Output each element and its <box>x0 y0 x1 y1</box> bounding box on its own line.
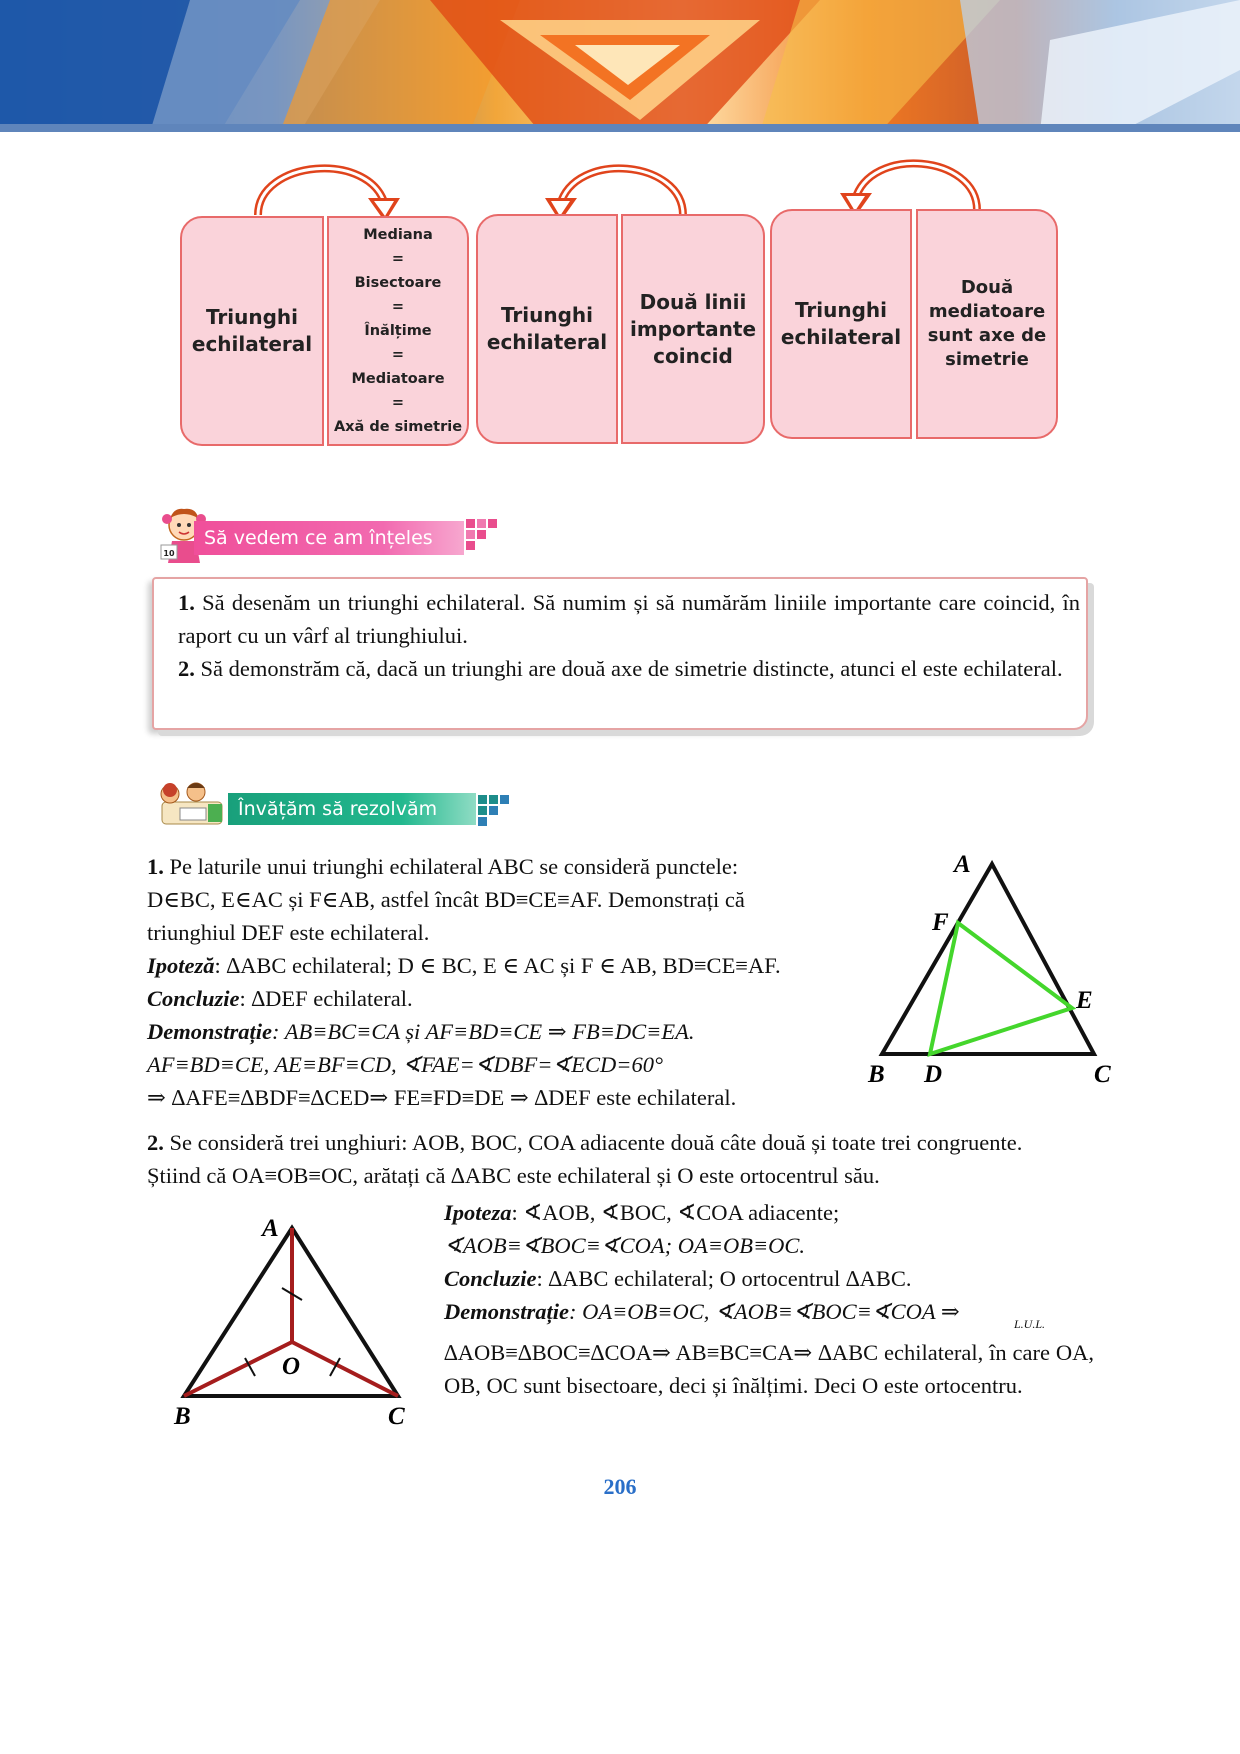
problem-1-line-3: triunghiul DEF este echilateral. <box>147 920 430 945</box>
p2-concluzie-text: : ∆ABC echilateral; O ortocentrul ∆ABC. <box>536 1266 912 1291</box>
concluzie-label: Concluzie <box>147 986 240 1011</box>
problem-1-text-1: Pe laturile unui triunghi echilateral ABC se consideră punctele: <box>169 854 739 879</box>
problem-1-ipoteza <box>147 949 842 982</box>
section1-title: Să vedem ce am înțeles <box>204 527 433 549</box>
problem-2-line-1 <box>147 1126 1097 1159</box>
section-heading-learn-solve <box>228 793 476 825</box>
problem-2-statement <box>147 1126 1097 1192</box>
concept-line: Bisectoare <box>354 275 442 291</box>
ipoteza-label: Ipoteză <box>147 953 215 978</box>
problem-2-text-1: Se consideră trei unghiuri: AOB, BOC, COA adiacente două câte două și toate trei congruente. <box>169 1130 1023 1155</box>
triangle-def <box>930 923 1072 1054</box>
section2-squares-icon <box>478 795 518 831</box>
concept-line: Axă de simetrie <box>333 419 463 435</box>
label-o: O <box>282 1353 301 1380</box>
arrow-right-1-icon <box>258 168 400 222</box>
concept-line: Mediana <box>363 227 433 243</box>
section-heading-understood <box>194 521 464 555</box>
label-e: E <box>1076 987 1093 1014</box>
page-number: 206 <box>603 1474 637 1499</box>
problem-1-concluzie <box>147 982 842 1015</box>
p2-demonstratie <box>444 1295 1094 1331</box>
kids-reading-icon <box>156 780 228 830</box>
problem-1 <box>147 850 842 1114</box>
problem-1-dem-line-3: ⇒ ∆AFE≡∆BDF≡∆CED⇒ FE≡FD≡DE ⇒ ∆DEF este echilateral. <box>147 1085 737 1110</box>
concept-box-1-left <box>180 216 324 446</box>
header-banner <box>0 0 1240 132</box>
label-b2: B <box>174 1403 191 1430</box>
concluzie-text: : ∆DEF echilateral. <box>239 986 413 1011</box>
concept-2-left-title: Triunghi echilateral <box>486 303 608 354</box>
p2-ipoteza <box>444 1196 1094 1229</box>
p2-concluzie <box>444 1262 1094 1295</box>
banner-image <box>0 0 1240 132</box>
label-c: C <box>1094 1061 1111 1088</box>
exercise-2 <box>178 652 1080 685</box>
problem-1-line-2: D∈BC, E∈AC și F∈AB, astfel încât BD≡CE≡AF. Demonstrați că <box>147 887 745 912</box>
exercise-2-text: Să demonstrăm că, dacă un triunghi are două axe de simetrie distincte, atunci el este echilateral. <box>200 656 1063 681</box>
concept-line: = <box>391 395 405 411</box>
label-f: F <box>932 909 949 936</box>
problem-2-line-2: Știind că OA≡OB≡OC, arătați că ∆ABC este echilateral și O este ortocentrul său. <box>147 1163 880 1188</box>
p2-ipoteza-label: Ipoteza <box>444 1200 512 1225</box>
concept-2-right-title: Două linii importante coincid <box>629 289 757 368</box>
label-a2: A <box>262 1215 279 1242</box>
problem-2-number: 2. <box>147 1130 164 1155</box>
label-b: B <box>868 1061 885 1088</box>
demonstratie-text: : AB≡BC≡CA și AF≡BD≡CE ⇒ FB≡DC≡EA. <box>272 1019 695 1044</box>
concept-box-1-right <box>327 216 469 446</box>
exercise-2-number: 2. <box>178 656 195 681</box>
demonstratie-label: Demonstrație <box>147 1019 273 1044</box>
section2-title: Învățăm să rezolvăm <box>238 798 438 820</box>
problem-1-line-1 <box>147 850 842 883</box>
exercise-1-number: 1. <box>178 590 195 615</box>
p2-ipoteza-line-2: ∢AOB≡∢BOC≡∢COA; OA≡OB≡OC. <box>444 1233 806 1258</box>
figure-triangle-center <box>170 1208 420 1434</box>
concept-line: = <box>391 251 405 267</box>
concept-line: Mediatoare <box>351 371 445 387</box>
ipoteza-text: : ∆ABC echilateral; D ∈ BC, E ∈ AC și F ∈ AB, BD≡CE≡AF. <box>214 953 781 978</box>
p2-demonstratie-text: : OA≡OB≡OC, ∢AOB≡∢BOC≡∢COA ⇒ <box>569 1299 960 1324</box>
problem-2-solution <box>444 1196 1094 1402</box>
problem-1-demonstratie <box>147 1015 842 1048</box>
p2-ipoteza-text: : ∢AOB, ∢BOC, ∢COA adiacente; <box>511 1200 840 1225</box>
exercise-1-text: Să desenăm un triunghi echilateral. Să numim și să numărăm liniile importante care coincid, în raport cu un vârf al triunghiului. <box>178 590 1080 648</box>
exercise-box <box>152 577 1088 730</box>
concept-line: Înălțime <box>364 323 432 339</box>
p2-concluzie-label: Concluzie <box>444 1266 537 1291</box>
problem-1-number: 1. <box>147 854 164 879</box>
exercise-1 <box>178 586 1080 652</box>
p2-dem-line-2: ∆AOB≡∆BOC≡∆COA⇒ AB≡BC≡CA⇒ ∆ABC echilateral, în care OA, OB, OC sunt bisectoare, deci și înălțimi. Deci O este ortocentru. <box>444 1340 1094 1398</box>
label-d: D <box>924 1061 943 1088</box>
badge-number: 10 <box>163 549 175 558</box>
p2-demonstratie-label: Demonstrație <box>444 1299 570 1324</box>
concept-box-3-left <box>770 209 912 439</box>
figure-triangle-def <box>862 848 1122 1088</box>
concept-box-2-right <box>621 214 765 444</box>
label-a: A <box>954 851 971 878</box>
problem-1-dem-line-2: AF≡BD≡CE, AE≡BF≡CD, ∢FAE=∢DBF=∢ECD=60° <box>147 1052 663 1077</box>
label-c2: C <box>388 1403 405 1430</box>
triangle-abc <box>882 864 1094 1054</box>
concept-box-3-right <box>916 209 1058 439</box>
concept-3-left-title: Triunghi echilateral <box>780 298 902 349</box>
concept-line: = <box>391 347 405 363</box>
p2-lul-label: L.U.L. <box>1014 1317 1046 1331</box>
section1-squares-icon <box>466 519 506 555</box>
concept-3-right-title: Două mediatoare sunt axe de simetrie <box>927 277 1047 370</box>
concept-box-2-left <box>476 214 618 444</box>
concept-1-left-title: Triunghi echilateral <box>191 305 313 356</box>
concept-line: = <box>391 299 405 315</box>
